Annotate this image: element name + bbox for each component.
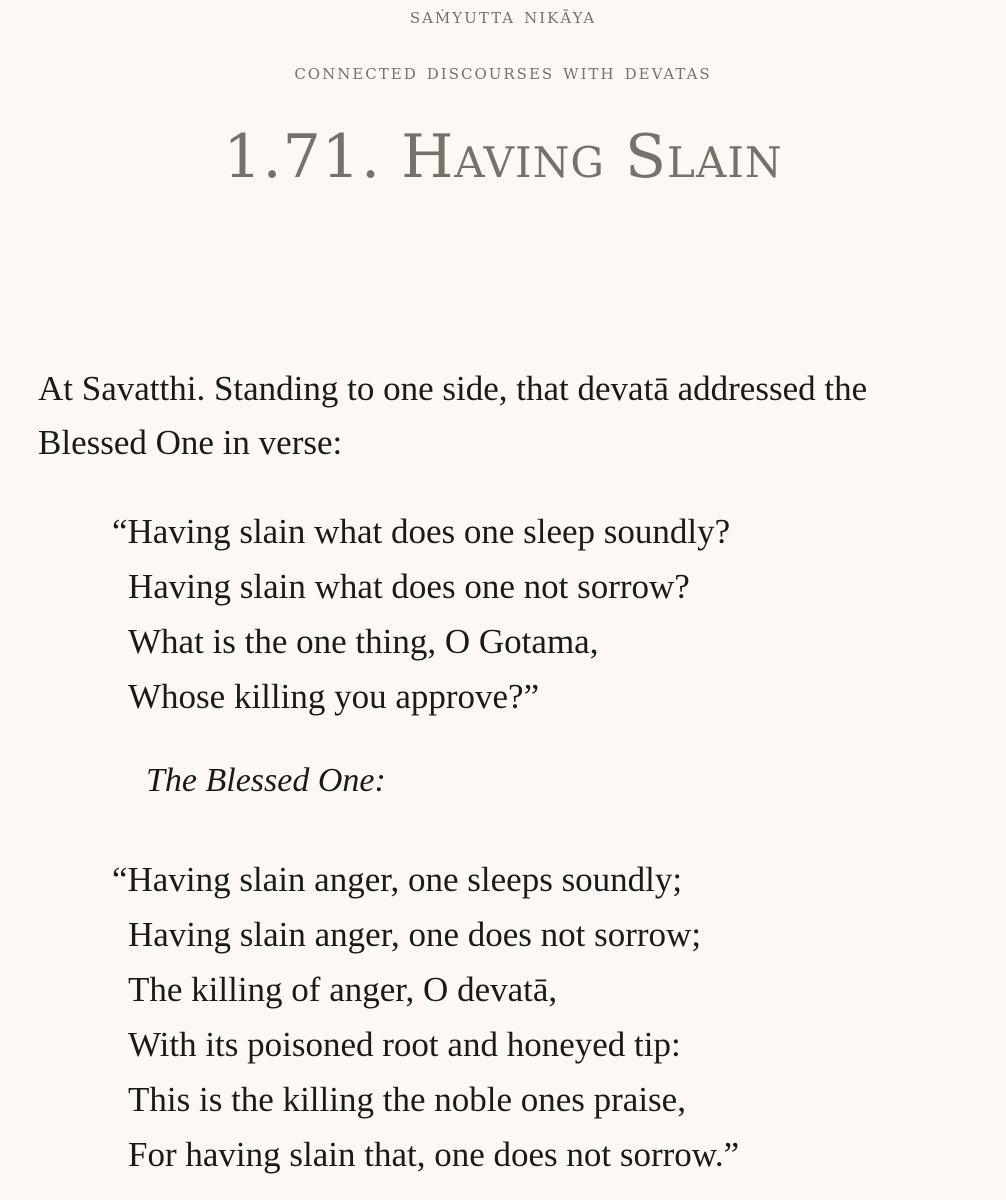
verse-line: Whose killing you approve?” — [128, 677, 540, 716]
verse-line: What is the one thing, O Gotama, — [128, 622, 599, 661]
verse-line: This is the killing the noble ones praise, — [128, 1080, 686, 1119]
verse-line: With its poisoned root and honeyed tip: — [128, 1025, 681, 1064]
verse-question — [112, 504, 730, 724]
sutta-title: 1.71. Having Slain — [223, 122, 783, 192]
collection-name: saṁyutta nikāya — [409, 4, 597, 29]
verse-line: The killing of anger, O devatā, — [128, 970, 558, 1009]
chapter-name: connected discourses with devatas — [294, 60, 712, 85]
verse-answer — [112, 852, 739, 1182]
speaker-label: The Blessed One: — [146, 762, 386, 799]
verse-line: “Having slain anger, one sleeps soundly; — [112, 860, 683, 899]
intro-paragraph: At Savatthi. Standing to one side, that devatā addressed the Blessed One in verse: — [38, 369, 868, 462]
verse-line: For having slain that, one does not sorrow.” — [128, 1135, 740, 1174]
verse-line: Having slain anger, one does not sorrow; — [128, 915, 702, 954]
verse-line: “Having slain what does one sleep soundly? — [112, 512, 731, 551]
verse-line: Having slain what does one not sorrow? — [128, 567, 690, 606]
